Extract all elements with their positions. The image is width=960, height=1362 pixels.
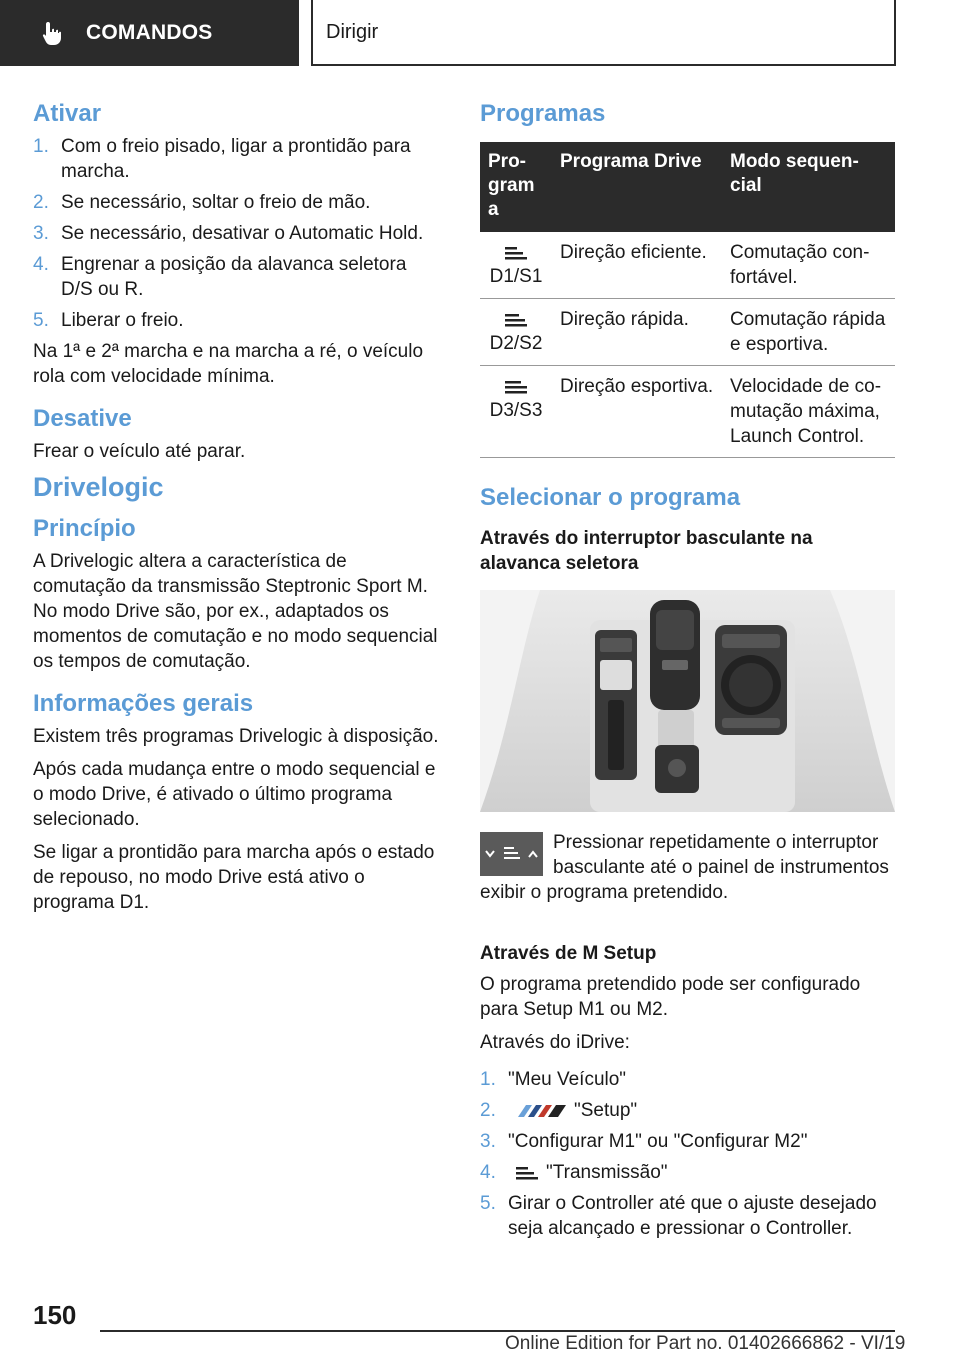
- transmission-icon: [514, 1164, 540, 1182]
- heading-info: Informações gerais: [33, 690, 254, 717]
- heading-programas: Programas: [480, 100, 606, 127]
- table-header-row: [480, 142, 895, 232]
- list-item: [480, 1160, 895, 1185]
- table-cell: [480, 232, 552, 299]
- table-row: [480, 299, 895, 366]
- transmission-program-icon: [503, 244, 529, 262]
- step-number: 1.: [33, 136, 49, 157]
- step-text: "Meu Veículo": [508, 1069, 627, 1090]
- step-text: Se necessário, soltar o freio de mão.: [61, 192, 371, 213]
- table-cell: Direção eficiente.: [552, 232, 722, 299]
- transmission-program-icon: [503, 378, 529, 396]
- step-number: 2.: [480, 1100, 496, 1121]
- table-cell: Comutação rápida e esportiva.: [722, 299, 895, 366]
- subheading-rocker: Através do interruptor basculante na alavanca seletora: [480, 528, 813, 574]
- info-paragraph-2: Após cada mudança entre o modo sequencial e o modo Drive, é ativado o último programa selecionado.: [33, 759, 436, 830]
- hand-pointer-icon: [38, 19, 66, 47]
- column-header: Modo sequen-cial: [722, 142, 895, 232]
- list-item: [33, 221, 443, 246]
- page-number: 150: [33, 1300, 77, 1330]
- ativar-steps: [33, 134, 443, 333]
- ativar-note: Na 1ª e 2ª marcha e na marcha a ré, o veículo rola com velocidade mínima.: [33, 341, 424, 387]
- list-item: [33, 134, 443, 184]
- heading-desative: Desative: [33, 405, 132, 432]
- section-label: COMANDOS: [86, 21, 213, 44]
- left-column: [33, 100, 443, 923]
- list-item: [480, 1191, 895, 1241]
- table-cell: Direção esportiva.: [552, 366, 722, 458]
- list-item: [480, 1098, 895, 1123]
- step-text: "Setup": [574, 1100, 638, 1121]
- gear-selector-photo: [480, 590, 895, 812]
- program-code: D2/S2: [489, 333, 543, 354]
- column-header: Programa Drive: [552, 142, 722, 232]
- step-number: 4.: [480, 1162, 496, 1183]
- step-text: Girar o Controller até que o ajuste desejado seja alcançado e pressionar o Controller.: [508, 1193, 877, 1239]
- step-number: 3.: [480, 1131, 496, 1152]
- list-item: [33, 308, 443, 333]
- step-text: Engrenar a posição da alavanca seletora D/S ou R.: [61, 254, 407, 300]
- desative-text: Frear o veículo até parar.: [33, 441, 246, 462]
- step-text: Com o freio pisado, ligar a prontidão para marcha.: [61, 136, 411, 182]
- info-paragraph-1: Existem três programas Drivelogic à disposição.: [33, 726, 439, 747]
- column-header: Pro-gram a: [480, 142, 552, 232]
- step-text: Liberar o freio.: [61, 310, 184, 331]
- rocker-instruction: [480, 830, 895, 913]
- right-column: [480, 100, 895, 1247]
- table-cell: [480, 366, 552, 458]
- list-item: [480, 1129, 895, 1154]
- heading-principio: Princípio: [33, 515, 136, 542]
- list-item: [480, 1067, 895, 1092]
- table-cell: Comutação con-fortável.: [722, 232, 895, 299]
- rocker-switch-icon: [480, 832, 543, 876]
- info-paragraph-3: Se ligar a prontidão para marcha após o estado de repouso, no modo Drive está ativo o programa D1.: [33, 842, 435, 913]
- step-number: 1.: [480, 1069, 496, 1090]
- transmission-program-icon: [503, 311, 529, 329]
- list-item: [33, 190, 443, 215]
- table-row: [480, 232, 895, 299]
- idrive-steps: [480, 1067, 895, 1241]
- step-text: Se necessário, desativar o Automatic Hold.: [61, 223, 424, 244]
- program-code: D1/S1: [489, 266, 543, 287]
- principio-text: A Drivelogic altera a característica de comutação da transmissão Steptronic Sport M. No modo Drive são, por ex., adaptados os momentos de comutação e no modo sequencial os tempos de comutação.: [33, 551, 438, 672]
- edition-text: Online Edition for Part no. 01402666862 - VI/19: [505, 1333, 906, 1354]
- heading-drivelogic: Drivelogic: [33, 472, 164, 502]
- step-number: 3.: [33, 223, 49, 244]
- step-number: 5.: [33, 310, 49, 331]
- step-text: "Configurar M1" ou "Configurar M2": [508, 1131, 808, 1152]
- msetup-paragraph: O programa pretendido pode ser configurado para Setup M1 ou M2.: [480, 974, 861, 1020]
- idrive-intro: Através do iDrive:: [480, 1032, 630, 1053]
- step-text: "Transmissão": [546, 1162, 668, 1183]
- rocker-text: Pressionar repetidamente o interruptor basculante até o painel de instrumentos exibir o programa pretendido.: [480, 832, 889, 903]
- step-number: 5.: [480, 1193, 496, 1214]
- chapter-box: [311, 0, 896, 66]
- footer-divider: [100, 1330, 895, 1332]
- list-item: [33, 252, 443, 302]
- m-logo-icon: [514, 1103, 568, 1119]
- programs-table: [480, 142, 895, 458]
- subheading-msetup: Através de M Setup: [480, 943, 657, 964]
- program-code: D3/S3: [489, 400, 543, 421]
- chapter-label: Dirigir: [326, 20, 379, 43]
- table-row: [480, 366, 895, 458]
- step-number: 2.: [33, 192, 49, 213]
- heading-ativar: Ativar: [33, 100, 102, 127]
- step-number: 4.: [33, 254, 49, 275]
- section-tab: [0, 0, 299, 66]
- table-cell: [480, 299, 552, 366]
- table-cell: Direção rápida.: [552, 299, 722, 366]
- heading-selecionar: Selecionar o programa: [480, 484, 741, 511]
- page-header: [0, 0, 960, 66]
- table-cell: Velocidade de co-mutação máxima, Launch Control.: [722, 366, 895, 458]
